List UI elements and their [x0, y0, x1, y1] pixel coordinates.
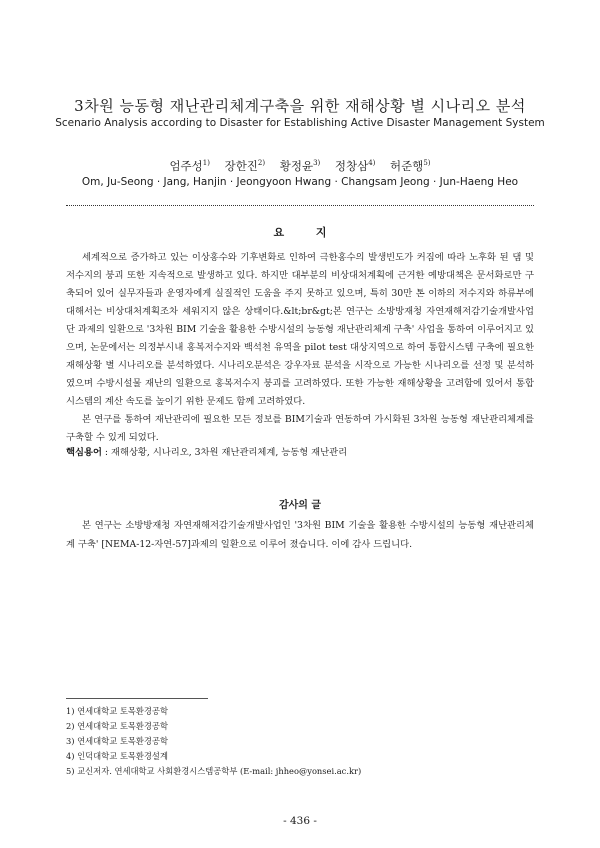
dotted-divider — [66, 205, 534, 206]
abstract-body — [66, 249, 534, 447]
authors-english: Om, Ju-Seong · Jang, Hanjin · Jeongyoon Hwang · Changsam Jeong · Jun-Haeng Heo — [81, 176, 519, 188]
footnote: 2) 연세대학교 토목환경공학 — [66, 721, 168, 731]
footnotes — [66, 704, 534, 779]
keywords-text: : 재해상황, 시나리오, 3차원 재난관리체계, 능동형 재난관리 — [101, 447, 348, 458]
page-number: - 436 - — [283, 815, 317, 827]
paper-subtitle: Scenario Analysis according to Disaster for Establishing Active Disaster Management System — [55, 117, 545, 129]
author: 장한진$^{2)}$ — [224, 159, 266, 173]
acknowledgement-text: 본 연구는 소방방재청 자연재해저감기술개발사업인 '3차원 BIM 기술을 활용한 수방시설의 능동형 재난관리체계 구축' [NEMA-12-자연-57]과제의 일환으로 이루어 졌습니다. 이에 감사 드립니다. — [66, 520, 534, 550]
author: 정창삼$^{4)}$ — [334, 159, 376, 173]
authors-korean — [0, 158, 600, 174]
acknowledgement-body — [66, 516, 534, 554]
author: 엄주성$^{1)}$ — [169, 159, 210, 173]
acknowledgement-heading: 감사의 글 — [278, 500, 322, 511]
keywords — [66, 444, 534, 458]
author: 허준행$^{5)}$ — [390, 159, 431, 173]
author: 황정윤$^{3)}$ — [279, 159, 321, 173]
footnote-rule — [66, 698, 208, 699]
footnote: 1) 연세대학교 토목환경공학 — [66, 706, 168, 716]
footnote: 3) 연세대학교 토목환경공학 — [66, 736, 168, 746]
abstract-paragraph: 본 연구를 통하여 재난관리에 필요한 모든 정보를 BIM기술과 연동하여 가시화된 3차원 능동형 재난관리체계를 구축할 수 있게 되었다. — [66, 414, 534, 443]
footnote: 5) 교신저자. 연세대학교 사회환경시스템공학부 (E-mail: jhheo@yonsei.ac.kr) — [66, 766, 362, 776]
paper-title: 3차원 능동형 재난관리체계구축을 위한 재해상황 별 시나리오 분석 — [74, 97, 526, 115]
abstract-heading: 요 지 — [273, 226, 341, 239]
footnote: 4) 인덕대학교 토목환경설계 — [66, 751, 168, 761]
abstract-paragraph: 세계적으로 증가하고 있는 이상홍수와 기후변화로 인하여 극한홍수의 발생빈도가 커짐에 따라 노후화 된 댐 및 저수지의 붕괴 또한 지속적으로 발생하고 있다. 하지만 대부분의 비상대처계획에 근거한 예방대책은 문서화로만 구축되어 있어 실무자들과 운영자에게 실질적인 도움을 주지 못하고 있으며, 특히 30만 톤 이하의 저수지와 하류부에 대해서는 비상대처계획조차 세워지지 않은 상태이다.&lt;br&gt;본 연구는 소방방재청 자연재해저감기술개발사업단 과제의 일환으로 '3차원 BIM 기술을 활용한 수방시설의 능동형 재난관리체계 구축' 사업을 통하여 이루어지고 있으며, 논문에서는 의정부시내 홍복저수지와 백석천 유역을 pilot test 대상지역으로 하여 통합시스템 구축에 필요한 재해상황 별 시나리오를 분석하였다. 시나리오분석은 강우자료 분석을 시작으로 가능한 시나리오를 선정 및 분석하였으며 수방시설물 재난의 일환으로 홍복저수지 붕괴를 고려하였다. 또한 가능한 재해상황을 고려함에 있어서 통합시스템의 계산 속도를 높이기 위한 문제도 함께 고려하였다. — [66, 252, 534, 407]
keywords-label: 핵심용어 — [66, 447, 102, 458]
